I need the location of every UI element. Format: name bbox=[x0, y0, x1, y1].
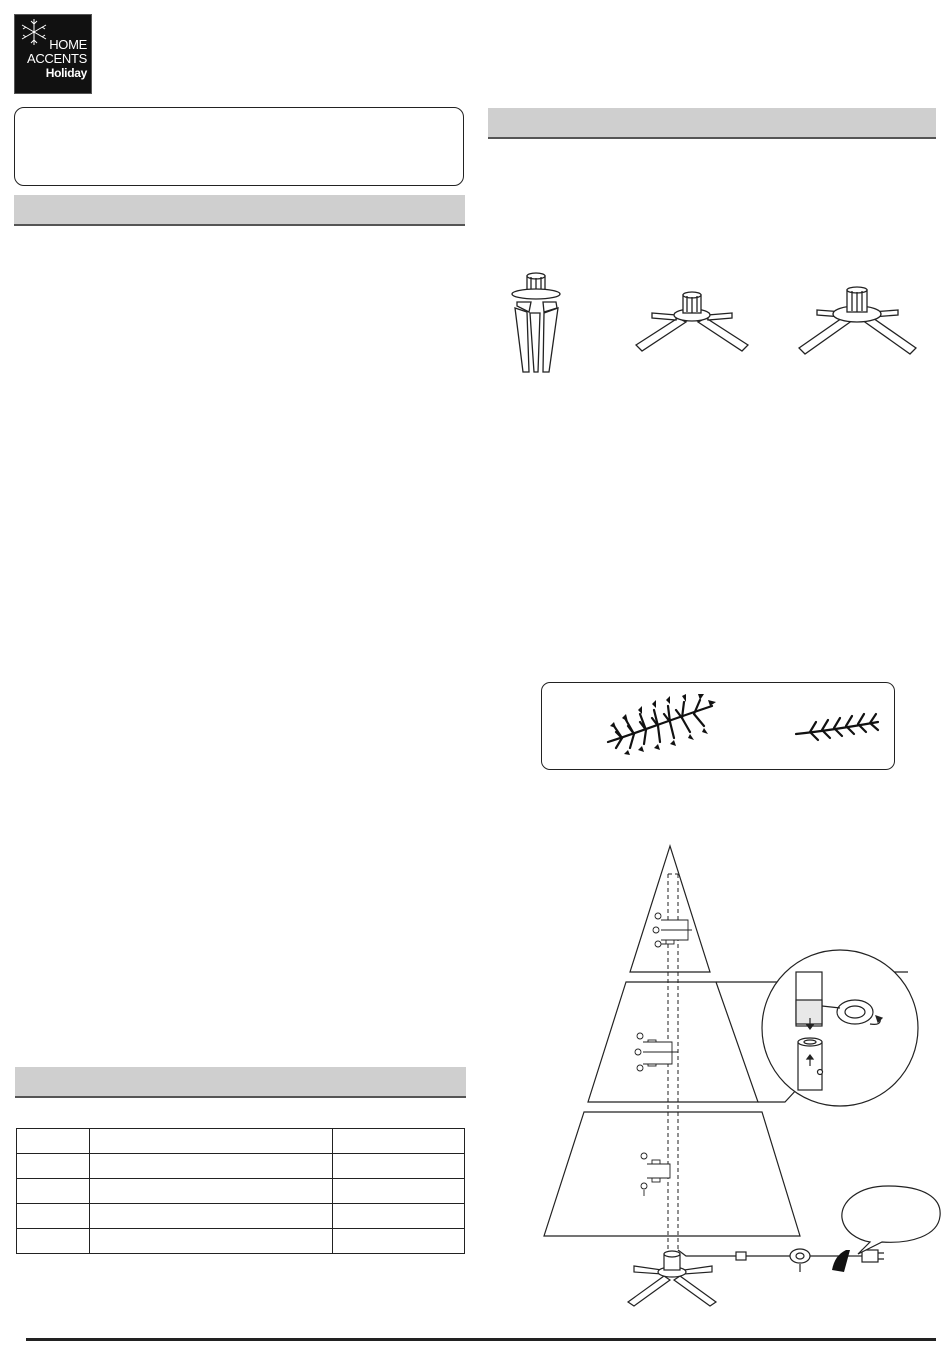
table-cell bbox=[89, 1204, 332, 1229]
section-header-left-1 bbox=[14, 195, 465, 226]
tree-middle-section bbox=[588, 982, 758, 1102]
table-row bbox=[17, 1154, 465, 1179]
table-row bbox=[17, 1229, 465, 1254]
pole-connection-detail-icon bbox=[762, 950, 918, 1106]
section-header-right-1 bbox=[488, 108, 936, 139]
table-row bbox=[17, 1129, 465, 1154]
large-cross-stand-icon bbox=[795, 280, 920, 355]
tree-top-section bbox=[630, 846, 710, 972]
logo-line-3: Holiday bbox=[45, 66, 87, 80]
table-cell bbox=[333, 1229, 465, 1254]
table-row bbox=[17, 1204, 465, 1229]
section-header-left-2 bbox=[15, 1067, 466, 1098]
parts-table bbox=[16, 1128, 465, 1254]
notice-box bbox=[14, 107, 464, 186]
table-cell bbox=[89, 1179, 332, 1204]
fluffed-branch-icon bbox=[604, 692, 724, 756]
table-cell bbox=[17, 1154, 90, 1179]
table-cell bbox=[89, 1129, 332, 1154]
logo-line-2: ACCENTS bbox=[26, 51, 87, 66]
table-cell bbox=[89, 1229, 332, 1254]
logo-wordmark bbox=[15, 38, 87, 80]
spike-stand-icon bbox=[500, 268, 590, 378]
table-cell bbox=[17, 1229, 90, 1254]
assembly-stand-icon bbox=[628, 1251, 716, 1306]
table-cell bbox=[17, 1129, 90, 1154]
brand-logo bbox=[14, 14, 92, 94]
table-cell bbox=[333, 1204, 465, 1229]
table-cell bbox=[333, 1154, 465, 1179]
tree-assembly-diagram bbox=[540, 840, 945, 1310]
table-cell bbox=[333, 1179, 465, 1204]
logo-line-1: HOME bbox=[49, 37, 87, 52]
table-cell bbox=[17, 1179, 90, 1204]
footer-rule bbox=[26, 1338, 936, 1341]
tree-bottom-section bbox=[544, 1112, 800, 1236]
unfluffed-branch-icon bbox=[794, 710, 880, 744]
table-row bbox=[17, 1179, 465, 1204]
table-cell bbox=[17, 1204, 90, 1229]
small-cross-stand-icon bbox=[632, 285, 752, 355]
speech-bubble bbox=[842, 1186, 940, 1254]
table-cell bbox=[333, 1129, 465, 1154]
table-cell bbox=[89, 1154, 332, 1179]
